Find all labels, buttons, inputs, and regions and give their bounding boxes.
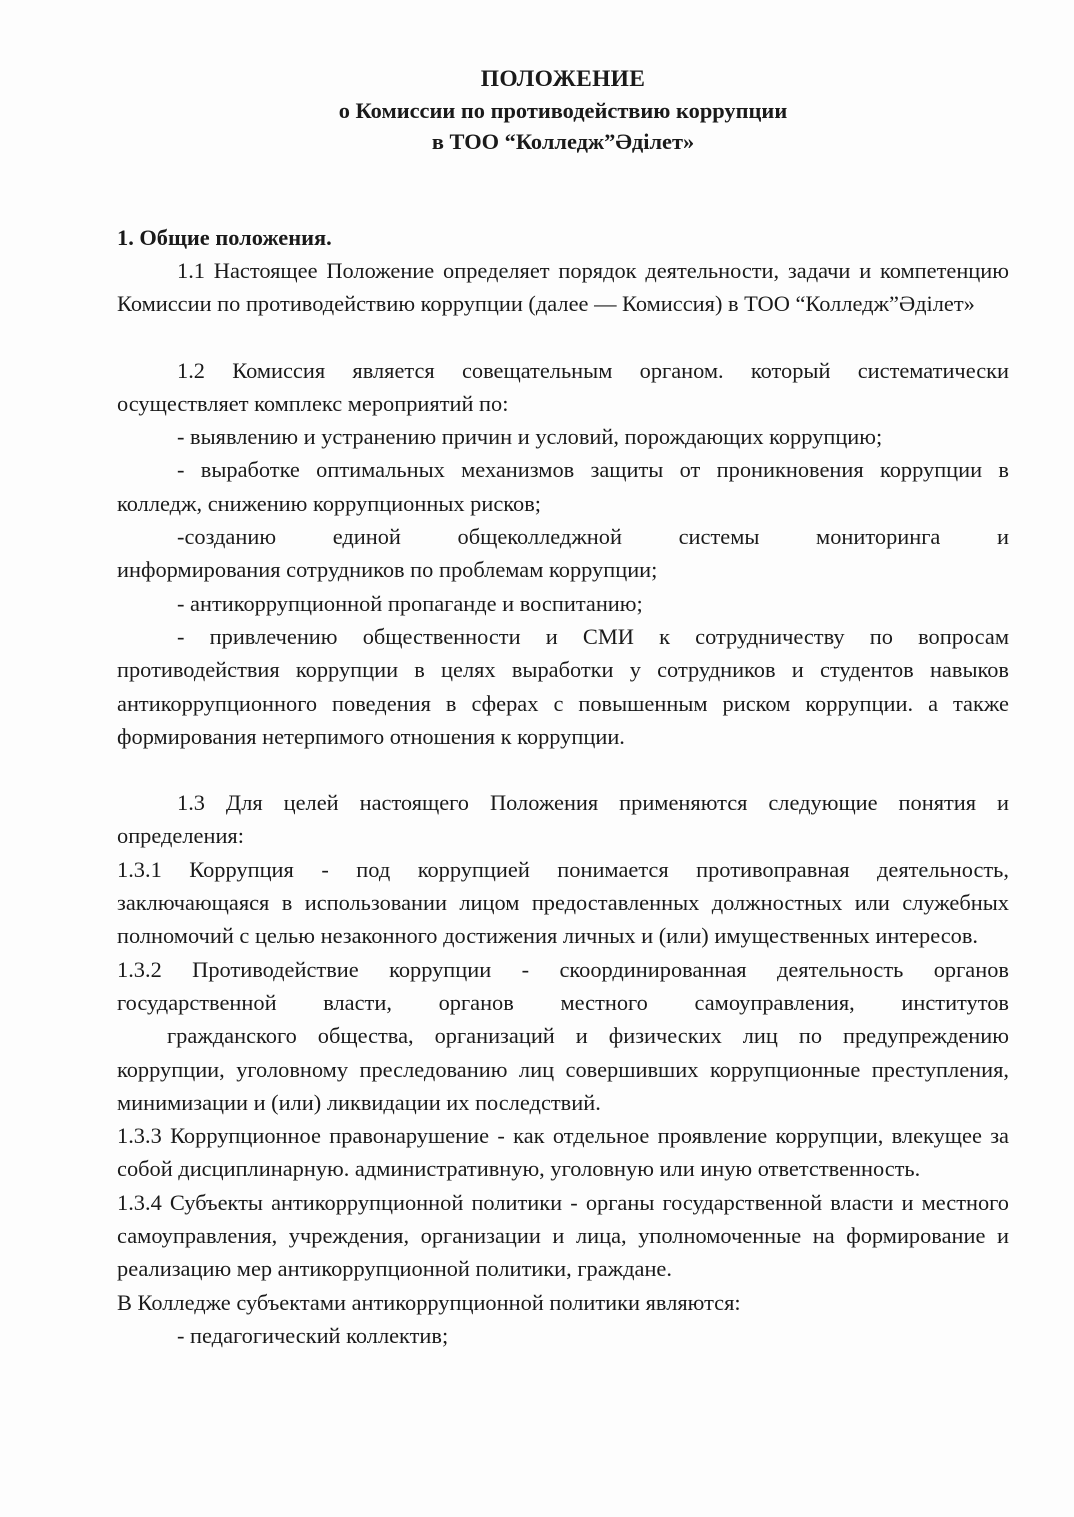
list-item-continuation: информирования сотрудников по проблемам коррупции;	[117, 557, 658, 583]
list-item: - антикоррупционной пропаганде и воспитанию;	[177, 590, 643, 616]
list-item: -созданию единой общеколледжной системы мониторинга и	[177, 524, 1009, 550]
paragraph-1-3-1: 1.3.1 Коррупция - под коррупцией понимается противоправная деятельность, заключающаяся в использовании лицом предоставленных должностных или служебных полномочий с целью незаконного достижения личных и (или) имущественных интересов.	[117, 856, 1009, 949]
paragraph-1-3-3: 1.3.3 Коррупционное правонарушение - как отдельное проявление коррупции, влекущее за собой дисциплинарную. административную, уголовную или иную ответственность.	[117, 1123, 1009, 1182]
paragraph-1-2: 1.2 Комиссия является совещательным органом. который систематически осуществляет комплекс мероприятий по:	[117, 357, 1009, 416]
list-item: - привлечению общественности и СМИ к сотрудничеству по вопросам противодействия коррупции в целях выработки у сотрудников и студентов навыков антикоррупционного поведения в сферах с повышенным риском коррупции. а также формирования нетерпимого отношения к коррупции.	[117, 623, 1009, 749]
document-body	[117, 64, 1009, 1352]
list-item: - педагогический коллектив;	[177, 1322, 449, 1348]
list-item: - выявлению и устранению причин и условий, порождающих коррупцию;	[177, 424, 883, 450]
document-subtitle-line1: о Комиссии по противодействию коррупции	[338, 98, 788, 123]
document-subtitle-line2: в ТОО “Колледж”Әділет»	[431, 129, 695, 154]
paragraph-1-3-2-continuation: гражданского общества, организаций и физических лиц по предупреждению коррупции, уголовному преследованию лиц совершивших коррупционные преступления, минимизации и (или) ликвидации их последствий.	[117, 1023, 1009, 1115]
spacer	[117, 321, 1009, 354]
list-item: - выработке оптимальных механизмов защиты от проникновения коррупции в колледж, снижению коррупционных рисков;	[117, 457, 1009, 516]
paragraph-1-3-4: 1.3.4 Субъекты антикоррупционной политики - органы государственной власти и местного самоуправления, учреждения, организации и лица, уполномоченные на формирование и реализацию мер антикоррупционной политики, граждане.	[117, 1189, 1009, 1282]
paragraph-1-1: 1.1 Настоящее Положение определяет порядок деятельности, задачи и компетенцию Комиссии по противодействию коррупции (далее — Комиссия) в ТОО “Колледж”Әділет»	[117, 258, 1009, 317]
document-title-block	[117, 64, 1009, 157]
paragraph-1-3: 1.3 Для целей настоящего Положения применяются следующие понятия и определения:	[117, 790, 1009, 849]
spacer	[117, 753, 1009, 786]
paragraph-1-3-2: 1.3.2 Противодействие коррупции - скоординированная деятельность органов государственной власти, органов местного самоуправления, институтов	[117, 956, 1009, 1015]
document-title: ПОЛОЖЕНИЕ	[480, 66, 646, 92]
paragraph-subjects: В Колледже субъектами антикоррупционной политики являются:	[117, 1289, 741, 1315]
section-heading: 1. Общие положения.	[117, 225, 332, 250]
